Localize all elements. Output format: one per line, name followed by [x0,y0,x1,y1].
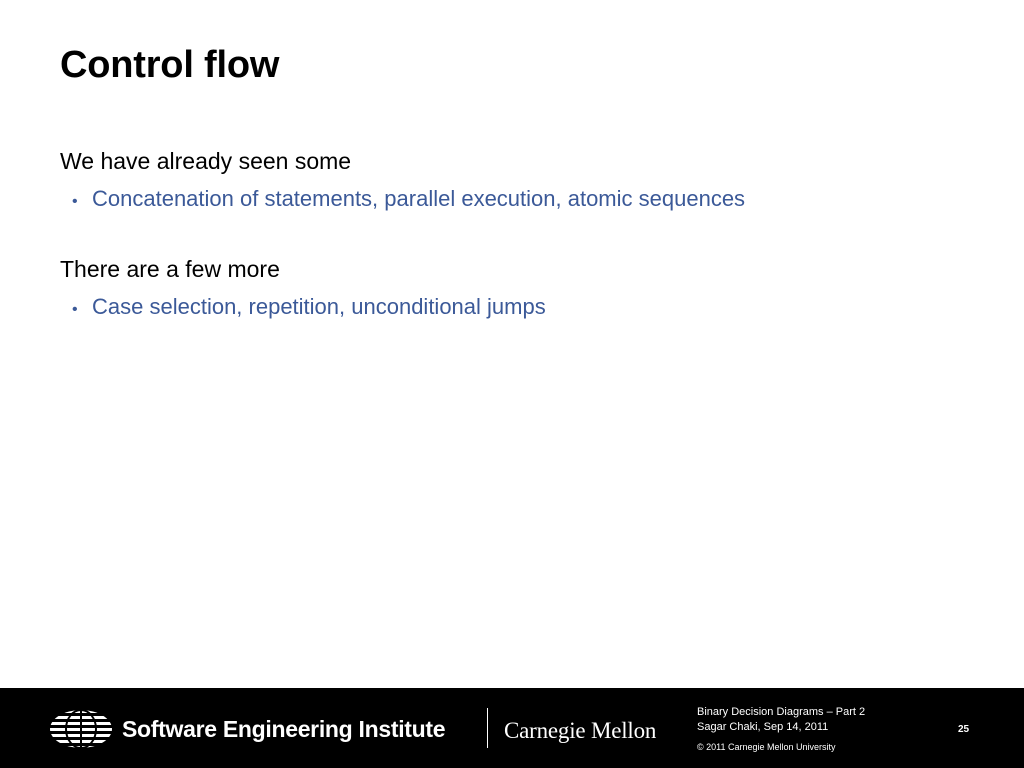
slide-footer [0,688,1024,768]
bullet-text: Case selection, repetition, unconditional jumps [92,294,546,319]
bullet-dot-icon: • [72,301,78,318]
slide-title: Control flow [60,44,280,86]
section-few-more [60,254,960,324]
section-heading: We have already seen some [60,148,352,174]
section-already-seen [60,146,960,216]
author-date: Sagar Chaki, Sep 14, 2011 [697,721,829,733]
copyright-notice: © 2011 Carnegie Mellon University [697,742,836,752]
section-heading: There are a few more [60,256,280,282]
bullet-item [72,185,960,216]
bullet-text: Concatenation of statements, parallel execution, atomic sequences [92,186,746,211]
presentation-title: Binary Decision Diagrams – Part 2 [697,706,866,718]
page-number: 25 [958,724,970,735]
footer-info [697,705,865,755]
sei-org-name: Software Engineering Institute [122,716,446,742]
footer-divider [487,708,488,748]
cmu-wordmark: Carnegie Mellon [504,718,657,743]
bullet-item [72,293,960,324]
sei-globe-logo-icon [48,709,114,749]
bullet-dot-icon: • [72,193,78,210]
slide-content [60,146,960,362]
